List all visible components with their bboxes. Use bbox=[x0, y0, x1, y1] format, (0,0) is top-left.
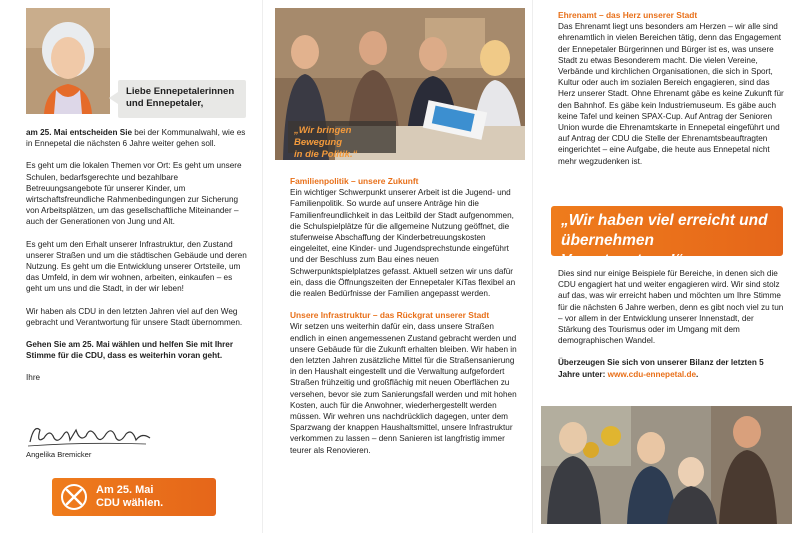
heading-family-policy: Familienpolitik – unsere Zukunft bbox=[290, 176, 419, 186]
website-intro: Überzeugen Sie sich von unserer Bilanz der letzten 5 Jahre unter: bbox=[558, 358, 764, 379]
fold-line bbox=[262, 0, 263, 533]
greeting-bubble bbox=[118, 80, 246, 118]
intro-rest: bei der Kommunalwahl, wie es in Ennepetal die nächsten 6 Jahre weiter gehen soll. bbox=[26, 128, 246, 149]
greeting-line-2: und Ennepetaler, bbox=[126, 98, 204, 109]
cta-line-1: Am 25. Mai bbox=[96, 484, 154, 496]
cta-text bbox=[96, 484, 163, 510]
family-policy-text: Ein wichtiger Schwerpunkt unserer Arbeit ist die Jugend- und Familienpolitik. So wurde auf unsere Anträge hin die Familienfreundlichkeit in das Leitbild der Stadt aufgenommen, die Schulspielplätze für die allgemeine Nutzung geöffnet, die stufenweise Abschaffung der Kinderbetreuungskosten eingeleitet, eine Kinder- und Jugendsprechstunde eingeführt und der Beschluss zum Bau eines neuen Schwerpunktspielplatzes gefasst. Aktuell setzen wir uns dafür ein, dass die Öffnungszeiten der Ennepetaler KiTas flexibel an die realen Bedürfnisse der Familien angepasst werden. bbox=[290, 188, 516, 299]
column-middle-text bbox=[290, 176, 518, 467]
infrastructure-text: Wir setzen uns weiterhin dafür ein, dass unsere Straßen endlich in einen angemessenen Zustand gebracht werden und unsere Gebäude für die Zukunft erhalten bleiben. Wir haben in den letzten Jahren zusätzliche Mittel für die Straßensanierung in den Haushalt eingestellt und die Verwaltung aufgefordert Straßen frühzeitig und großflächig mit neuen Oberflächen zu versehen, bevor sie zum Sanierungsfall werden und mit hohen Kosten, auch für die Anwohner, wiederhergestellt werden müssen. Wir wehren uns nachdrücklich dagegen, unter dem Sparzwang der knappen Haushaltsmittel, unsere Infrastruktur verkommen zu lassen – denn Sanieren ist langfristig immer teurer als Renovieren. bbox=[290, 322, 517, 455]
portrait-photo bbox=[26, 8, 110, 114]
intro-bold: am 25. Mai entscheiden Sie bbox=[26, 128, 133, 137]
quote-banner bbox=[551, 206, 783, 269]
letter-para-4: Wir haben als CDU in den letzten Jahren viel auf den Weg gebracht und Verantwortung für unsere Stadt übernommen. bbox=[26, 306, 243, 327]
group-photo-volunteers bbox=[541, 406, 792, 524]
summary-text: Dies sind nur einige Beispiele für Bereiche, in denen sich die CDU engagiert hat und weiter engagieren wird. Wir sind stolz auf das, was wir erreicht haben und möchten um Ihre Stimme für die nächsten 6 Jahre werben, denn es gibt noch viel zu tun – vor allem in der Entwicklung unserer Innenstadt, der Stärkung des Tourismus oder im Umgang mit dem demographischen Wandel. bbox=[558, 269, 784, 346]
website-end: . bbox=[696, 369, 699, 379]
photo-caption-line-1: „Wir bringen Bewegung bbox=[294, 125, 352, 148]
website-link[interactable]: www.cdu-ennepetal.de bbox=[607, 369, 697, 379]
photo-caption-line-2: in die Politik.“ bbox=[294, 149, 358, 160]
cta-line-2: CDU wählen. bbox=[96, 497, 164, 509]
letter-text bbox=[26, 127, 248, 384]
vote-cta-box bbox=[52, 478, 216, 516]
heading-volunteering: Ehrenamt – das Herz unserer Stadt bbox=[558, 10, 698, 20]
letter-para-2: Es geht um die lokalen Themen vor Ort: Es geht um unsere Schulen, bedarfsgerechte und bezahlbare Betreuungsangebote für unserer Kinder, um wirtschaftsfreundliche Rahmenbedingungen zur Sicherung von Arbeitsplätzen, um das gesellschaftliche Miteinander – auch der Generationen von Jung und Alt. bbox=[26, 161, 242, 227]
ballot-cross-icon bbox=[60, 483, 88, 511]
letter-para-5: Gehen Sie am 25. Mai wählen und helfen Sie mit Ihrer Stimme für die CDU, dass es weiterhin voran geht. bbox=[26, 340, 234, 361]
quote-line-1: „Wir haben viel erreicht und bbox=[561, 212, 768, 229]
heading-infrastructure: Unsere Infrastruktur – das Rückgrat unserer Stadt bbox=[290, 310, 490, 321]
photo-caption bbox=[288, 121, 396, 160]
greeting-line-1: Liebe Ennepetalerinnen bbox=[126, 86, 235, 97]
signature-name: Angelika Bremicker bbox=[26, 450, 92, 459]
website-line bbox=[558, 357, 786, 379]
letter-closing: Ihre bbox=[26, 373, 41, 383]
column-right-text-top bbox=[558, 10, 786, 178]
letter-para-3: Es geht um den Erhalt unserer Infrastruktur, den Zustand unserer Straßen und um die städtischen Gebäude und deren Nutzung. Es geht um die Entwicklung unserer Ortsteile, um das Umfeld, in dem wir wohnen, arbeiten, einkaufen – es geht um uns und die Stadt, in der wir leben! bbox=[26, 239, 247, 294]
column-right-text-bottom bbox=[558, 268, 786, 391]
quote-line-2: übernehmen Verantwortung!“ bbox=[561, 232, 683, 269]
fold-line bbox=[532, 0, 533, 533]
volunteering-text: Das Ehrenamt liegt uns besonders am Herzen – wir alle sind ehrenamtlich in vielen Bereichen tätig, denn das Engagement der Ennepetaler Bürgerinnen und Bürger ist es, was unsere Stadt zu etwas Besonderem macht. Die vielen Vereine, Verbände und kirchlichen Organisationen, die sich in Sport, Kultur oder auch im sozialen Bereich engagieren, sind das Herz unserer Stadt. Ohne Ehrenamt gäbe es keine Zukunft für den Bahnhof. Es gäbe kein Industriemuseum. Es gäbe auch keine Tafel und keinen SPAX-Cup. Auf Antrag der Senioren Union wurde die Ehrenamtskarte in Ennepetal eingeführt und auf Antrag der CDU die Stelle der Ehrenamtsbeauftragten eingerichtet – eine Aufgabe, die heute aus Ennepetal nicht mehr wegzudenken ist. bbox=[558, 22, 784, 166]
